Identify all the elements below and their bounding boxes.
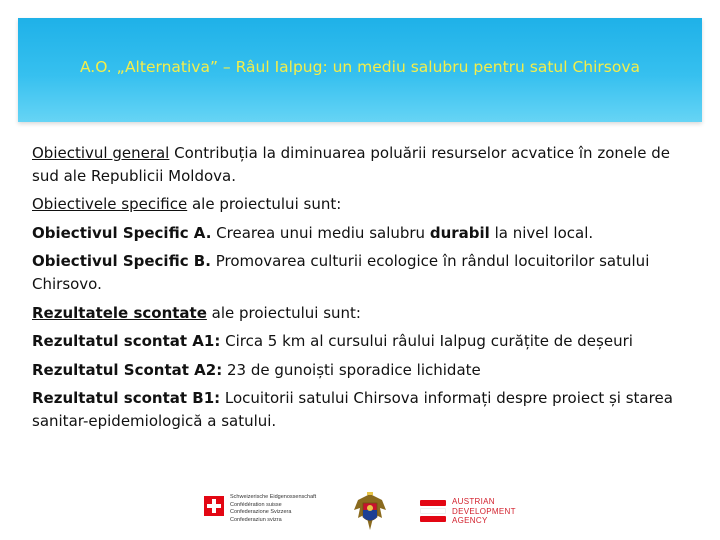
general-objective-label: Obiectivul general — [32, 144, 170, 162]
specific-objective-b — [32, 250, 692, 295]
austrian-development-agency-logo — [420, 496, 530, 526]
slide-header — [18, 18, 702, 122]
swiss-confederation-logo — [204, 492, 354, 532]
expected-results-intro — [32, 302, 692, 325]
specific-objective-b-label: Obiectivul Specific B. — [32, 252, 211, 271]
specific-objectives-intro — [32, 193, 692, 216]
specific-objective-a-bold: durabil — [429, 223, 490, 242]
specific-objective-b-text: Promovarea culturii ecologice în rândul locuitorilor satului Chirsovo. — [32, 252, 650, 293]
expected-results-text: ale proiectului sunt: — [206, 303, 361, 322]
slide-title: A.O. „Alternativa” – Râul Ialpug: un mediu salubru pentru satul Chirsova — [79, 58, 641, 76]
specific-objective-a-text-b: la nivel local. — [489, 223, 594, 242]
specific-objective-a-label: Obiectivul Specific A. — [32, 223, 212, 242]
swiss-line: Confederazione Svizzera — [230, 509, 292, 515]
specific-objectives-text: ale proiectului sunt: — [187, 195, 342, 214]
general-objective — [32, 142, 692, 187]
specific-objective-a-text-a: Crearea unui mediu salubru — [211, 223, 430, 242]
result-b1-text: Locuitorii satului Chirsova informați despre proiect și starea sanitar-epidemiologică a satului. — [32, 389, 673, 430]
sponsor-logos — [0, 486, 720, 536]
ada-line: AGENCY — [452, 516, 488, 525]
specific-objectives-label: Obiectivele specifice — [32, 195, 188, 214]
ada-line: AUSTRIAN — [452, 497, 495, 506]
swiss-line: Confederaziun svizra — [230, 516, 282, 523]
ada-logo-icon — [420, 500, 446, 522]
swiss-logo-text — [230, 494, 316, 524]
result-b1-label: Rezultatul scontat B1: — [32, 389, 221, 408]
result-a1-label: Rezultatul scontat A1: — [32, 332, 221, 351]
result-a2-text: 23 de gunoiști sporadice lichidate — [222, 360, 481, 379]
result-a2-label: Rezultatul Scontat A2: — [32, 360, 223, 379]
swiss-cross-icon — [204, 496, 224, 516]
moldova-coat-of-arms-icon — [352, 490, 388, 534]
result-a1-text: Circa 5 km al cursului râului Ialpug curățite de deșeuri — [220, 332, 633, 351]
ada-logo-text — [452, 497, 516, 526]
general-objective-text: Contribuția la diminuarea poluării resurselor acvatice în zonele de sud ale Republicii Moldova. — [32, 144, 671, 185]
ada-line: DEVELOPMENT — [452, 506, 516, 516]
specific-objective-a — [32, 222, 692, 245]
result-a1 — [32, 330, 692, 353]
slide-body — [32, 142, 692, 439]
swiss-line: Confédération suisse — [230, 501, 282, 508]
swiss-line: Schweizerische Eidgenossenschaft — [230, 494, 317, 500]
result-b1 — [32, 387, 692, 432]
expected-results-label: Rezultatele scontate — [32, 303, 207, 322]
result-a2 — [32, 359, 692, 382]
